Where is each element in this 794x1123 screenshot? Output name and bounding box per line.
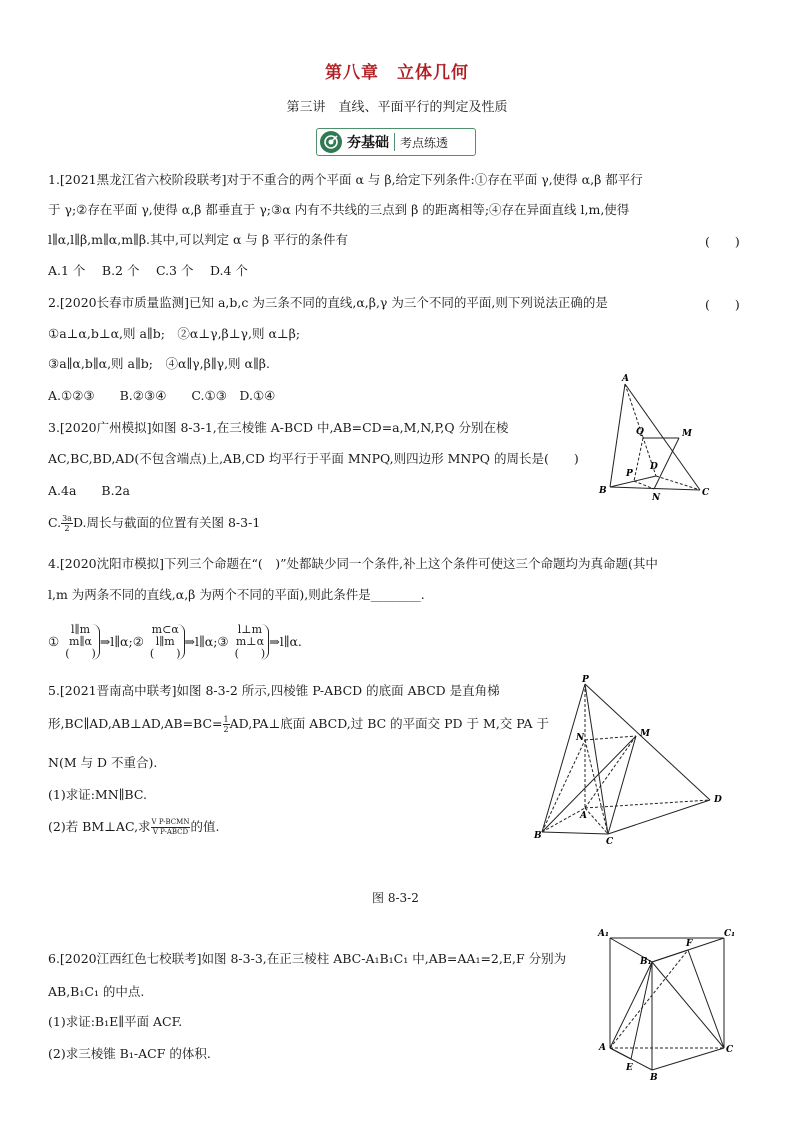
- banner-main: 夯基础: [347, 135, 389, 151]
- q4-p1-a: l∥m: [71, 623, 91, 636]
- q5-line2a: 形,BC∥AD,AB⊥AD,AB=BC=: [48, 716, 223, 731]
- q3-c-num: 3a: [62, 514, 72, 523]
- figure-8-3-2: [532, 672, 732, 850]
- q5-line2: [48, 715, 549, 734]
- q4-line1: 4.[2020沈阳市模拟]下列三个命题在“( )”处都缺少同一个条件,补上这个条件可使这三个命题均为真命题(其中: [48, 556, 658, 571]
- figure-8-3-2-caption: 图 8-3-2: [372, 891, 419, 905]
- q4-p2-b: l∥m: [155, 635, 175, 648]
- q6-part1: (1)求证:B₁E∥平面 ACF.: [48, 1014, 183, 1029]
- section-title: 第三讲 直线、平面平行的判定及性质: [286, 100, 508, 115]
- q3-c-prefix: C.: [48, 515, 62, 530]
- q1-answer-paren: ( ): [705, 234, 740, 249]
- q4-p2-a: m⊂α: [151, 623, 179, 636]
- fig2-label-a: A: [580, 811, 587, 821]
- fig3-label-a1: A₁: [598, 929, 609, 939]
- q3-c-fraction: [61, 514, 73, 533]
- q2-line1: 2.[2020长春市质量监测]已知 a,b,c 为三条不同的直线,α,β,γ 为三个不同的平面,则下列说法正确的是: [48, 295, 608, 310]
- q5-part2b: 的值.: [190, 819, 220, 834]
- q3-c-den: 2: [64, 524, 70, 533]
- q4-p2-c: ( ): [149, 647, 181, 660]
- q6-line2: AB,B₁C₁ 的中点.: [48, 984, 145, 999]
- q6-line1: 6.[2020江西红色七校联考]如图 8-3-3,在正三棱柱 ABC-A₁B₁C₁ 中,AB=AA₁=2,E,F 分别为: [48, 951, 567, 966]
- q5-part2a: (2)若 BM⊥AC,求: [48, 819, 151, 834]
- fig3-label-c: C: [726, 1045, 734, 1055]
- q4-prop1: [65, 624, 100, 660]
- q4-p1-prefix: ①: [48, 634, 60, 649]
- q6-part2: (2)求三棱锥 B₁-ACF 的体积.: [48, 1046, 211, 1061]
- q2-answer-paren: ( ): [705, 297, 740, 312]
- q4-p1-result: ⇒l∥α;②: [99, 634, 144, 649]
- fig2-label-m: M: [640, 729, 650, 739]
- q4-prop2: [150, 624, 185, 660]
- q4-p3-c: ( ): [234, 647, 266, 660]
- q2-line3: ③a∥α,b∥α,则 a∥b; ④α∥γ,β∥γ,则 α∥β.: [48, 356, 270, 371]
- q2-options: A.①②③ B.②③④ C.①③ D.①④: [48, 388, 276, 403]
- q5-line2b: AD,PA⊥底面 ABCD,过 BC 的平面交 PD 于 M,交 PA 于: [229, 716, 550, 731]
- q3-option-c: [48, 514, 260, 533]
- fig2-label-d: D: [714, 795, 722, 805]
- q4-prop3: [235, 624, 270, 660]
- q5-frac-den: V P-ABCD: [152, 828, 189, 836]
- chapter-title: 第八章 立体几何: [325, 63, 469, 83]
- q5-part1: (1)求证:MN∥BC.: [48, 787, 147, 802]
- figure-8-3-1: [596, 372, 726, 502]
- q4-p3-result: ⇒l∥α.: [269, 634, 302, 649]
- q5-line3: N(M 与 D 不重合).: [48, 755, 158, 770]
- fig1-label-d: D: [650, 462, 658, 472]
- q5-volume-fraction: [151, 818, 191, 837]
- banner-divider: [394, 133, 395, 151]
- q1-line3: l∥α,l∥β,m∥α,m∥β.其中,可以判定 α 与 β 平行的条件有: [48, 232, 349, 247]
- section-banner: [316, 128, 476, 156]
- q4-p1-b: m∥α: [69, 635, 92, 648]
- fig1-label-b: B: [599, 486, 607, 496]
- fig3-label-e: E: [626, 1063, 633, 1073]
- fig3-label-c1: C₁: [724, 929, 736, 939]
- q4-p3-a: l⊥m: [237, 623, 263, 636]
- fig3-label-b1: B₁: [640, 957, 652, 967]
- fig3-label-b: B: [650, 1073, 658, 1082]
- q4-p2-result: ⇒l∥α;③: [184, 634, 229, 649]
- q5-half-den: 2: [223, 725, 229, 734]
- fig1-label-m: M: [682, 429, 692, 439]
- q3-line1: 3.[2020广州模拟]如图 8-3-1,在三棱锥 A-BCD 中,AB=CD=a,M,N,P,Q 分别在棱: [48, 420, 509, 435]
- q5-line1: 5.[2021晋南高中联考]如图 8-3-2 所示,四棱锥 P-ABCD 的底面 ABCD 是直角梯: [48, 683, 500, 698]
- q2-line2: ①a⊥α,b⊥α,则 a∥b; ②α⊥γ,β⊥γ,则 α⊥β;: [48, 326, 301, 341]
- fig1-label-q: Q: [636, 427, 644, 437]
- q4-p3-b: m⊥α: [235, 635, 265, 648]
- figure-8-3-3: [596, 924, 742, 1082]
- fig3-label-f: F: [686, 939, 693, 949]
- q4-line2: l,m 为两条不同的直线,α,β 为两个不同的平面),则此条件是________.: [48, 587, 425, 602]
- q5-half-fraction: [223, 715, 230, 734]
- banner-sub: 考点练透: [400, 135, 449, 150]
- q1-line2: 于 γ;②存在平面 γ,使得 α,β 都垂直于 γ;③α 内有不共线的三点到 β 的距离相等;④存在异面直线 l,m,使得: [48, 202, 630, 217]
- fig2-label-c: C: [606, 837, 614, 847]
- q3-line2: AC,BC,BD,AD(不包含端点)上,AB,CD 均平行于平面 MNPQ,则四边形 MNPQ 的周长是( ): [48, 451, 579, 466]
- fig1-label-a: A: [622, 374, 629, 384]
- q4-p1-c: ( ): [65, 647, 96, 660]
- target-icon: [320, 131, 342, 153]
- q3-c-text: D.周长与截面的位置有关图 8-3-1: [72, 515, 261, 530]
- fig3-label-a: A: [599, 1043, 606, 1053]
- q3-options: A.4a B.2a: [48, 483, 130, 498]
- fig2-label-b: B: [534, 831, 542, 841]
- q1-line1: 1.[2021黑龙江省六校阶段联考]对于不重合的两个平面 α 与 β,给定下列条件:①存在平面 γ,使得 α,β 都平行: [48, 172, 643, 187]
- q5-part2: [48, 818, 219, 837]
- fig2-label-p: P: [582, 675, 589, 685]
- q1-options: A.1 个 B.2 个 C.3 个 D.4 个: [48, 263, 248, 278]
- fig1-label-p: P: [626, 469, 633, 479]
- fig1-label-c: C: [702, 488, 710, 498]
- fig1-label-n: N: [652, 493, 661, 502]
- fig2-label-n: N: [576, 733, 585, 743]
- q5-frac-num: V P-BCMN: [151, 818, 190, 826]
- q4-propositions: [48, 620, 302, 664]
- q5-half-num: 1: [223, 715, 229, 724]
